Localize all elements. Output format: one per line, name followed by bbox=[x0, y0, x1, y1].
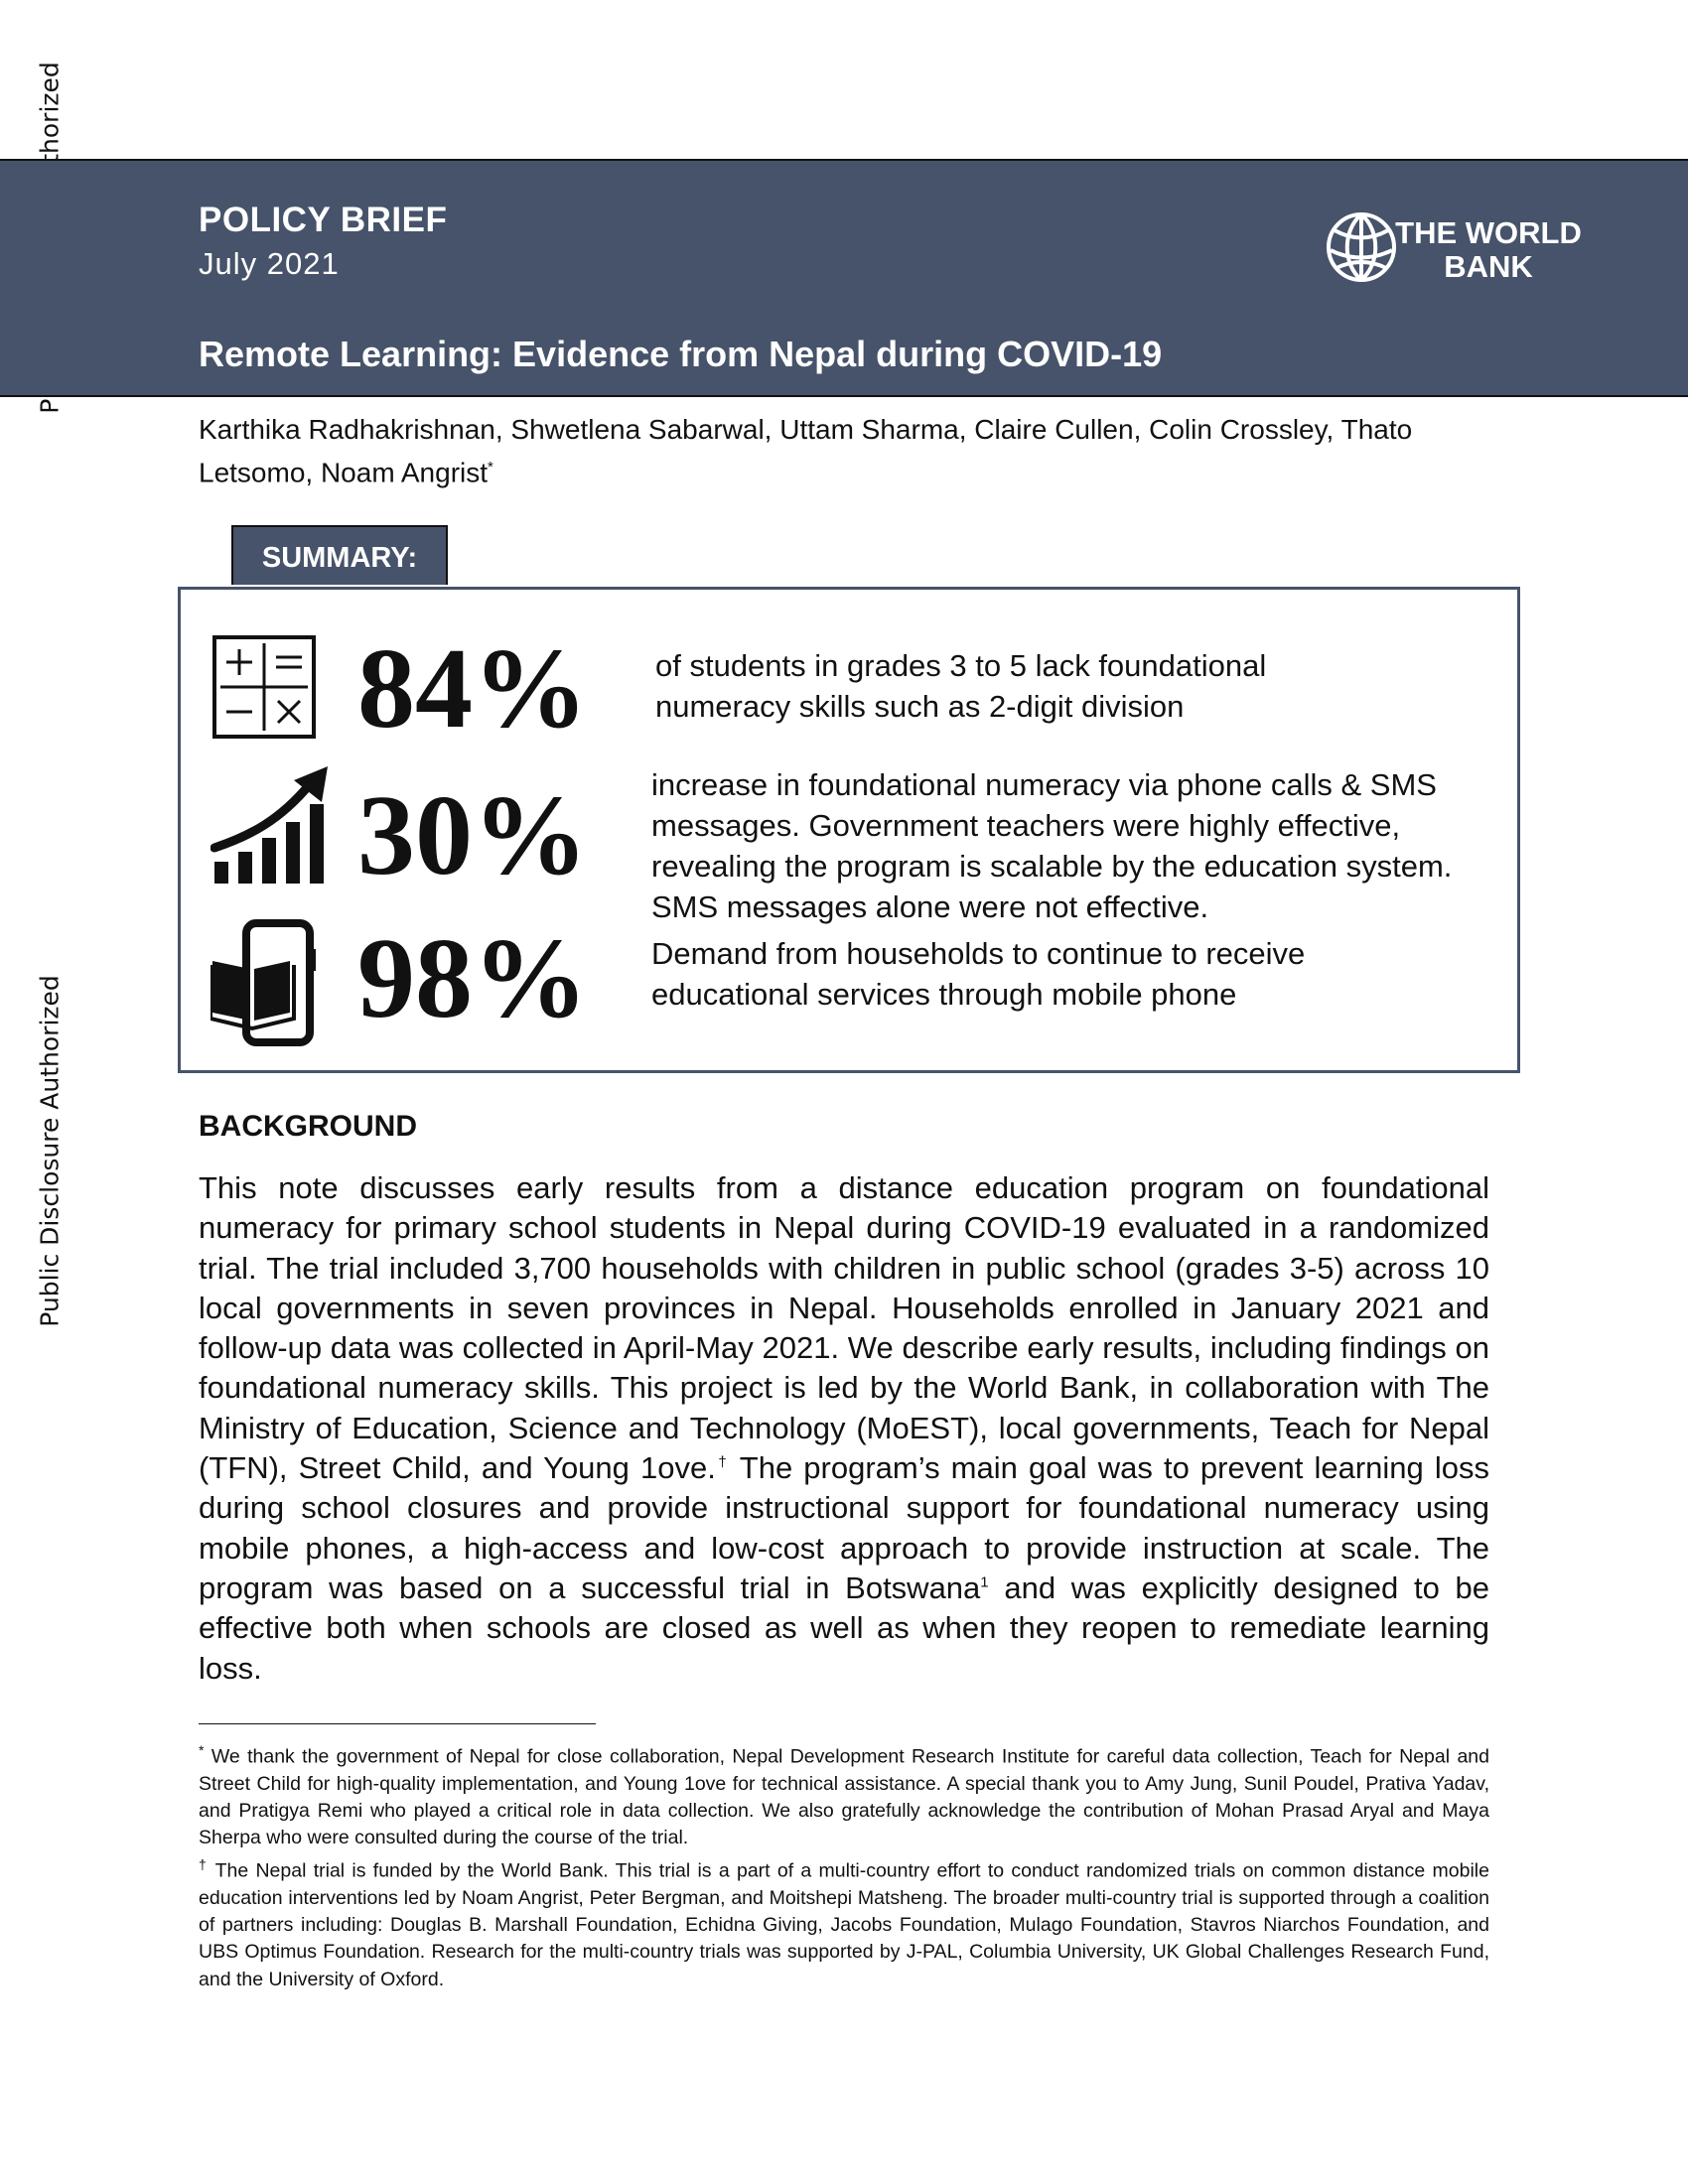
author-footnote-mark: * bbox=[488, 459, 493, 476]
footnote-text: We thank the government of Nepal for close collaboration, Nepal Development Research Institute for careful data collection, Teach for Nepal and Street Child for high-quality implementation, and Young 1ove for technical assistance. A special thank you to Amy Jung, Sunil Poudel, Prativa Yadav, and Pratigya Remi who played a critical role in data collection. We also gratefully acknowledge the contribution of Mohan Prasad Aryal and Maya Sherpa who were consulted during the course of the trial. bbox=[199, 1745, 1489, 1849]
stat-description: Demand from households to continue to receive educational services through mobile phone bbox=[651, 936, 1306, 1012]
world-bank-wordmark bbox=[1394, 216, 1583, 284]
page-title: Remote Learning: Evidence from Nepal during COVID-19 bbox=[199, 334, 1163, 374]
stat-description: increase in foundational numeracy via phone calls & SMS messages. Government teachers were highly effective, revealing the program is scalable by the education system. SMS messages alone were not effective. bbox=[651, 767, 1453, 924]
summary-box bbox=[178, 587, 1520, 1073]
brief-date: July 2021 bbox=[199, 246, 340, 281]
logo-line-2: BANK bbox=[1444, 249, 1533, 284]
globe-icon bbox=[1325, 210, 1398, 284]
stat-row-numeracy-gap bbox=[181, 625, 1517, 752]
stat-row-household-demand bbox=[181, 915, 1517, 1048]
mobile-book-icon bbox=[211, 919, 330, 1046]
header-banner bbox=[0, 159, 1688, 397]
world-bank-logo bbox=[1325, 210, 1583, 290]
footnote-mark: † bbox=[199, 1856, 209, 1873]
footnote-funding bbox=[199, 1851, 1489, 1993]
stat-value: 30% bbox=[357, 772, 588, 899]
footnote-text: The Nepal trial is funded by the World Bank. This trial is a part of a multi-country effort to conduct randomized trials on common distance mobile education interventions led by Noam Angrist, Peter Bergman, and Moitshepi Matsheng. The broader multi-country trial is supported through a coalition of partners including: Douglas B. Marshall Foundation, Echidna Giving, Jacobs Foundation, Mulago Foundation, Stavros Niarchos Foundation, and UBS Optimus Foundation. Research for the multi-country trials was supported by J-PAL, Columbia University, UK Global Challenges Research Fund, and the University of Oxford. bbox=[199, 1859, 1489, 1990]
background-text-part-1: This note discusses early results from a distance education program on foundational numeracy for primary school students in Nepal during COVID-19 evaluated in a randomized trial. The trial included 3,700 households with children in public school (grades 3-5) across 10 local governments in seven provinces in Nepal. Households enrolled in January 2021 and follow-up data was collected in April-May 2021. We describe early results, including findings on foundational numeracy skills. This project is led by the World Bank, in collaboration with The Ministry of Education, Science and Technology (MoEST), local governments, Teach for Nepal (TFN), Street Child, and Young 1ove. bbox=[199, 1170, 1489, 1486]
stat-row-numeracy-increase bbox=[181, 764, 1517, 924]
section-heading-background: BACKGROUND bbox=[199, 1110, 417, 1143]
background-text-part-2: The program’s main goal was to prevent learning loss during school closures and provide instructional support for foundational numeracy using mobile phones, a high-access and low-cost approach to provide instruction at scale. The program was based on a successful trial in Botswana bbox=[199, 1450, 1489, 1605]
background-text-part-3: and was explicitly designed to be effective both when schools are closed as well as when they reopen to remediate learning loss. bbox=[199, 1570, 1489, 1686]
background-paragraph bbox=[199, 1168, 1489, 1689]
author-names: Karthika Radhakrishnan, Shwetlena Sabarwal, Uttam Sharma, Claire Cullen, Colin Crossley, Thato Letsomo, Noam Angrist bbox=[199, 414, 1413, 488]
footnote-divider bbox=[199, 1723, 596, 1724]
side-disclosure-label-middle: Public Disclosure Authorized bbox=[35, 975, 65, 1327]
stat-description: of students in grades 3 to 5 lack foundational numeracy skills such as 2-digit division bbox=[655, 648, 1267, 724]
summary-tab: SUMMARY: bbox=[231, 525, 448, 585]
author-list bbox=[199, 411, 1509, 491]
footnotes bbox=[199, 1737, 1489, 1993]
footnote-ref-dagger: † bbox=[715, 1453, 730, 1471]
footnote-acknowledgements bbox=[199, 1737, 1489, 1851]
footnote-mark: * bbox=[199, 1742, 205, 1758]
logo-line-1: THE WORLD bbox=[1395, 215, 1582, 250]
stat-value: 98% bbox=[357, 915, 588, 1042]
growth-chart-icon bbox=[211, 764, 334, 887]
calculator-icon bbox=[211, 633, 318, 741]
stat-value: 84% bbox=[357, 625, 588, 752]
footnote-ref-1: 1 bbox=[980, 1573, 989, 1591]
brief-type-label: POLICY BRIEF bbox=[199, 201, 448, 239]
